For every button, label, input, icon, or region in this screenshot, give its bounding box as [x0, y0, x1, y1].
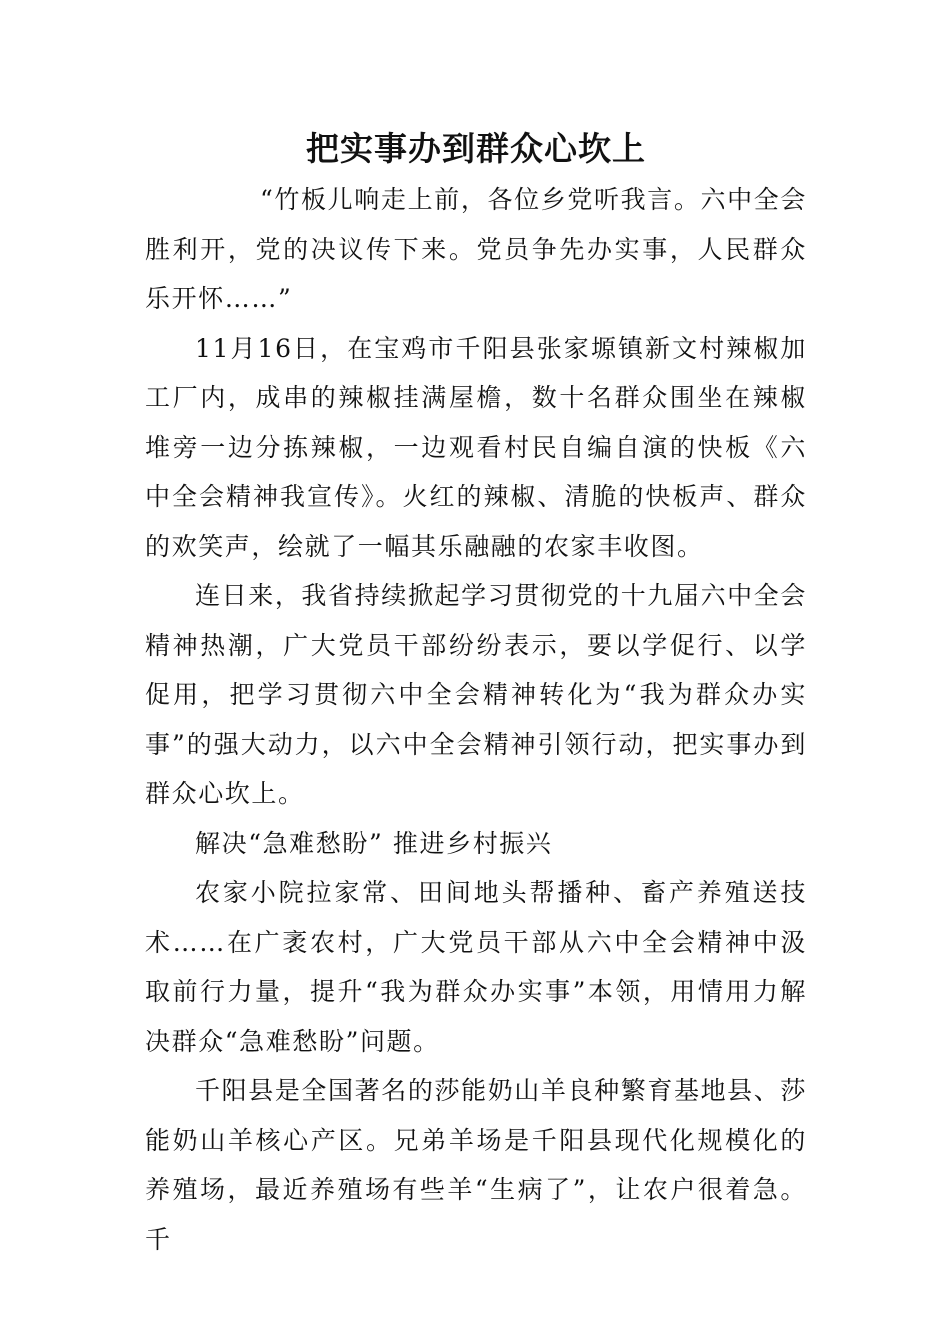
paragraph-event: 11月16日，在宝鸡市千阳县张家塬镇新文村辣椒加工厂内，成串的辣椒挂满屋檐，数十名群众围坐在辣椒堆旁一边分拣辣椒，一边观看村民自编自演的快板《六中全会精神我宣传》。火红的辣椒、清脆的快板声、群众的欢笑声，绘就了一幅其乐融融的农家丰收图。	[145, 333, 807, 561]
paragraph-qianyang: 千阳县是全国著名的莎能奶山羊良种繁育基地县、莎能奶山羊核心产区。兄弟羊场是千阳县现代化规模化的养殖场，最近养殖场有些羊“生病了”，让农户很着急。千	[145, 1076, 807, 1254]
document-title: 把实事办到群众心坎上	[306, 129, 646, 168]
paragraph-overview: 连日来，我省持续掀起学习贯彻党的十九届六中全会精神热潮，广大党员干部纷纷表示，要以学促行、以学促用，把学习贯彻六中全会精神转化为“我为群众办实事”的强大动力，以六中全会精神引领行动，把实事办到群众心坎上。	[145, 581, 807, 808]
paragraph-quote: “竹板儿响走上前，各位乡党听我言。六中全会胜利开，党的决议传下来。党员争先办实事，人民群众乐开怀……”	[145, 185, 807, 313]
section-heading: 解决“急难愁盼” 推进乡村振兴	[195, 828, 553, 858]
document-page	[145, 126, 807, 1264]
paragraph-rural: 农家小院拉家常、田间地头帮播种、畜产养殖送技术……在广袤农村，广大党员干部从六中全会精神中汲取前行力量，提升“我为群众办实事”本领，用情用力解决群众“急难愁盼”问题。	[145, 878, 807, 1056]
